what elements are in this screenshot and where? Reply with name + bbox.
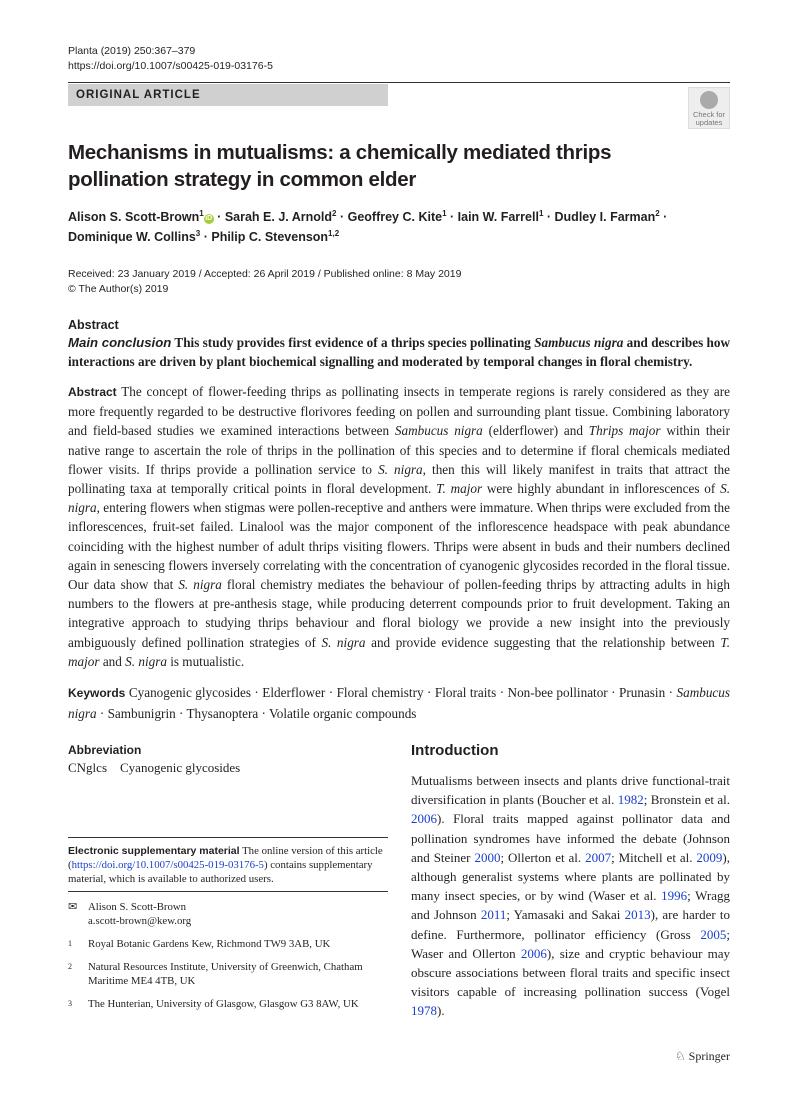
citation-link[interactable]: 1978	[411, 1003, 437, 1019]
publication-dates: Received: 23 January 2019 / Accepted: 26 April 2019 / Published online: 8 May 2019 © The Author(s) 2019	[68, 268, 462, 295]
citation-link[interactable]: 2009	[696, 849, 723, 865]
article-title: Mechanisms in mutualisms: a chemically mediated thrips pollination strategy in common elder	[68, 141, 612, 191]
citation-link[interactable]: 1996	[661, 888, 688, 904]
author: Iain W. Farrell$^1$ ·	[457, 208, 552, 224]
citation-link[interactable]: 2011	[480, 907, 507, 923]
keywords: Keywords Cyanogenic glycosides · Elderflower · Floral chemistry · Floral traits · Non-bee pollinator · Prunasin · Sambucus nigra · Sambunigrin · Thysanoptera · Volatile organic compounds	[68, 685, 730, 721]
supplementary-link[interactable]: https://doi.org/10.1007/s00425-019-03176-5	[71, 859, 264, 872]
author: Geoffrey C. Kite$^1$ ·	[347, 208, 455, 224]
correspondence: ✉ Alison S. Scott-Brown a.scott-brown@kew.org 1 Royal Botanic Gardens Kew, Richmond TW9 3AB, UK 2 Natural Resources Institute, University of Greenwich, Chatham Maritime ME4 4TB, UK 3 The Hunterian, University of Glasgow, Glasgow G3 8AW, UK	[68, 900, 388, 1011]
citation-link[interactable]: 1982	[617, 792, 644, 808]
author-list	[68, 207, 730, 247]
springer-horse-icon: ♘	[674, 1048, 686, 1063]
springer-logo: ♘ Springer	[674, 1048, 730, 1063]
citation-link[interactable]: 2005	[700, 926, 727, 942]
introduction-text: Mutualisms between insects and plants drive functional-trait diversification in plants (Boucher et al. 1982; Bronstein et al. 2006). Floral traits mapped against pollinator data and pollination syndromes have informed the debate (Johnson and Steiner 2000; Ollerton et al. 2007; Mitchell et al. 2009), although generalist systems where plants are pollinated by many insect species, or by wind (Waser et al. 1996; Wragg and Johnson 2011; Yamasaki and Sakai 2013), are harder to define. Furthermore, pollinator efficiency (Gross 2005; Waser and Ollerton 2006), size and cryptic behaviour may obscure associations between floral traits and specific insect visitors capable of increasing pollination success (Vogel 1978).	[411, 773, 731, 1019]
crossmark-icon	[700, 91, 718, 109]
affiliation: 1 Royal Botanic Gardens Kew, Richmond TW9 3AB, UK	[68, 938, 331, 951]
check-for-updates-badge[interactable]: Check for updates	[688, 87, 730, 129]
citation: Planta (2019) 250:367–379	[68, 45, 196, 57]
abstract-heading: Abstract	[68, 318, 119, 332]
affiliation: 2 Natural Resources Institute, University of Greenwich, Chatham Maritime ME4 4TB, UK	[68, 961, 363, 988]
doi[interactable]: https://doi.org/10.1007/s00425-019-03176-5	[68, 60, 273, 72]
supplementary-note: Electronic supplementary material The online version of this article (https://doi.org/10.1007/s00425-019-03176-5) contains supplementary material, which is available to authorized users.	[68, 837, 388, 892]
envelope-icon: ✉	[68, 901, 78, 914]
citation-link[interactable]: 2007	[585, 849, 612, 865]
article-type-banner: ORIGINAL ARTICLE	[68, 84, 388, 106]
citation-link[interactable]: 2006	[411, 811, 437, 827]
citation-link[interactable]: 2006	[520, 945, 547, 961]
affiliation: 3 The Hunterian, University of Glasgow, Glasgow G3 8AW, UK	[68, 998, 359, 1011]
abbreviation-section: Abbreviation CNglcs Cyanogenic glycosides	[68, 741, 388, 777]
orcid-icon[interactable]: iD	[205, 215, 213, 222]
abbreviation-heading: Abbreviation	[68, 743, 142, 758]
abstract-text: Abstract The concept of flower-feeding thrips as pollinating insects in temperate regions is rarely considered as they are more frequently regarded to be destructive florivores feeding on pollen and surrounding plant tissue. Combining laboratory and field-based studies we examined interactions between Sambucus nigra (elderflower) and Thrips major within their native range to ascertain the role of thrips in the pollination of this species and to determine if floral chemicals mediated flower visits. If thrips provide a pollination service to S. nigra, then this will likely manifest in traits that attract the pollinating taxa at temporally critical points in floral development. T. major were highly abundant in inflorescences of S. nigra, entering flowers when stigmas were pollen-receptive and anthers were immature. When thrips were excluded from the inflorescences, fruit-set failed. Linalool was the major component of the inflorescence headspace with peak abundance coinciding with the highest number of adult thrips visiting flowers. Thrips were absent in buds and their numbers declined again in senescing flowers inversely correlating with the concentration of cyanogenic glycosides recorded in the floral tissue. Our data show that S. nigra floral chemistry mediates the behaviour of pollen-feeding thrips by attracting adults in high numbers to the flowers at pre-anthesis stage, while producing deterrent compounds prior to fruit development. Taking an integrative approach to studying thrips behaviour and floral biology we provide a new insight into the previously ambiguously defined pollination strategies of S. nigra and provide evidence suggesting that the relationship between T. major and S. nigra is mutualistic.	[68, 384, 731, 669]
main-conclusion: Main conclusion This study provides first evidence of a thrips species pollinating Sambucus nigra and describes how interactions are driven by plant biochemical signalling and moderated by temporal changes in floral chemistry.	[68, 335, 730, 369]
author: Alison S. Scott-Brown$^1$iD ·	[68, 208, 222, 224]
author: Dominique W. Collins$^3$ ·	[68, 228, 208, 244]
author: Dudley I. Farman$^2$ ·	[554, 208, 668, 224]
citation-link[interactable]: 2000	[474, 849, 501, 865]
author: Sarah E. J. Arnold$^2$ ·	[224, 208, 345, 224]
introduction-heading: Introduction	[411, 742, 499, 760]
author: Philip C. Stevenson$^{1,2}$	[211, 228, 340, 244]
citation-link[interactable]: 2013	[624, 907, 651, 923]
divider	[68, 82, 730, 83]
journal-header	[68, 44, 730, 74]
email-link[interactable]: a.scott-brown@kew.org	[88, 915, 192, 928]
